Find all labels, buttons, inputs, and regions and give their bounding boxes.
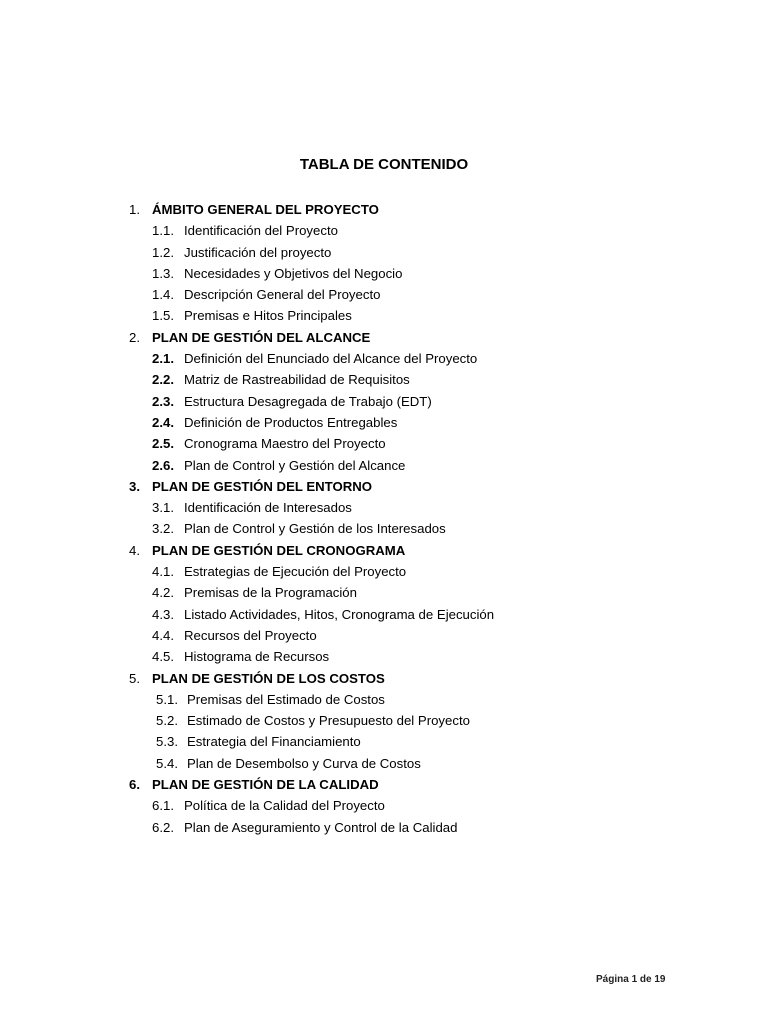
toc-subsection-number: 5.2. [156,713,178,729]
toc-subsection-title: Política de la Calidad del Proyecto [184,798,385,814]
toc-section [0,774,768,795]
toc-subsection [0,305,768,326]
toc-subsection-number: 2.5. [152,436,174,452]
toc-subsection-number: 4.2. [152,585,174,601]
toc-subsection-number: 6.2. [152,819,174,835]
toc-subsection-number: 3.2. [152,521,174,537]
toc-subsection-title: Justificación del proyecto [184,244,332,260]
toc-subsection [0,689,768,710]
toc-section [0,476,768,497]
toc-section-title: PLAN DE GESTIÓN DE LOS COSTOS [152,670,385,686]
toc-subsection [0,710,768,731]
toc-subsection-title: Plan de Desembolso y Curva de Costos [187,755,421,771]
toc-section [0,668,768,689]
toc-section-number: 6. [129,777,140,793]
toc-subsection-title: Recursos del Proyecto [184,627,317,643]
toc-section-number: 3. [129,478,140,494]
toc-subsection [0,433,768,454]
toc-section-number: 2. [129,329,140,345]
toc-subsection-title: Premisas del Estimado de Costos [187,691,385,707]
toc-subsection [0,817,768,838]
toc-subsection [0,561,768,582]
toc-section-title: PLAN DE GESTIÓN DEL ALCANCE [152,329,371,345]
toc-subsection-title: Estructura Desagregada de Trabajo (EDT) [184,393,432,409]
toc-section [0,540,768,561]
toc-section-number: 1. [129,202,140,217]
toc-subsection-title: Estrategias de Ejecución del Proyecto [184,564,407,580]
toc-subsection [0,582,768,603]
toc-subsection-number: 2.3. [152,393,174,409]
toc-section-number: 5. [129,670,140,686]
toc-subsection-title: Premisas e Hitos Principales [184,308,352,324]
toc-subsection-number: 1.3. [152,265,174,281]
toc-section-title: PLAN DE GESTIÓN DEL CRONOGRAMA [152,542,406,558]
toc-subsection-title: Necesidades y Objetivos del Negocio [184,265,403,281]
toc-subsection-number: 1.5. [152,308,174,324]
toc-subsection [0,284,768,305]
toc-section-title: PLAN DE GESTIÓN DEL ENTORNO [152,478,373,494]
table-of-contents [0,199,768,838]
toc-subsection-number: 4.4. [152,627,174,643]
toc-subsection [0,753,768,774]
toc-subsection-number: 5.3. [156,734,178,750]
toc-subsection-number: 4.5. [152,649,174,665]
toc-subsection-number: 1.1. [152,223,174,239]
toc-subsection-title: Histograma de Recursos [184,649,330,665]
page-number: Página 1 de 19 [596,974,666,985]
toc-section-title: PLAN DE GESTIÓN DE LA CALIDAD [152,777,379,793]
toc-subsection-number: 6.1. [152,798,174,814]
toc-subsection [0,518,768,539]
toc-subsection [0,604,768,625]
toc-subsection-number: 2.4. [152,414,174,430]
toc-subsection-title: Definición del Enunciado del Alcance del Proyecto [184,351,478,367]
toc-subsection-title: Cronograma Maestro del Proyecto [184,436,386,452]
toc-subsection-title: Estimado de Costos y Presupuesto del Proyecto [187,713,470,729]
toc-subsection-title: Estrategia del Financiamiento [187,734,361,750]
toc-subsection-title: Premisas de la Programación [184,585,357,601]
toc-subsection-title: Identificación de Interesados [184,500,352,516]
toc-subsection-number: 4.1. [152,564,174,580]
toc-subsection-number: 3.1. [152,500,174,516]
toc-subsection-title: Identificación del Proyecto [184,223,338,239]
toc-subsection [0,220,768,241]
toc-subsection-number: 4.3. [152,606,174,622]
toc-subsection-title: Plan de Control y Gestión de los Interesados [184,521,446,537]
toc-subsection [0,369,768,390]
toc-subsection-number: 5.1. [156,691,178,707]
toc-subsection [0,731,768,752]
toc-subsection [0,391,768,412]
toc-subsection-title: Plan de Control y Gestión del Alcance [184,457,406,473]
toc-subsection [0,455,768,476]
toc-section [0,199,768,220]
toc-section [0,327,768,348]
toc-section-title: ÁMBITO GENERAL DEL PROYECTO [152,202,379,217]
toc-subsection [0,497,768,518]
toc-subsection [0,263,768,284]
toc-subsection-number: 2.2. [152,372,174,388]
toc-subsection [0,795,768,816]
toc-subsection-title: Descripción General del Proyecto [184,287,381,303]
toc-subsection [0,412,768,433]
toc-subsection [0,348,768,369]
toc-subsection-title: Definición de Productos Entregables [184,414,398,430]
toc-subsection-number: 5.4. [156,755,178,771]
toc-subsection-title: Plan de Aseguramiento y Control de la Calidad [184,819,458,835]
toc-subsection-number: 1.2. [152,244,174,260]
toc-subsection [0,242,768,263]
toc-subsection-number: 2.6. [152,457,174,473]
toc-subsection-title: Matriz de Rastreabilidad de Requisitos [184,372,410,388]
toc-subsection [0,646,768,667]
page-title: TABLA DE CONTENIDO [299,156,469,173]
toc-subsection-number: 2.1. [152,351,174,367]
toc-subsection-title: Listado Actividades, Hitos, Cronograma de Ejecución [184,606,495,622]
toc-subsection-number: 1.4. [152,287,174,303]
toc-section-number: 4. [129,542,140,558]
toc-subsection [0,625,768,646]
